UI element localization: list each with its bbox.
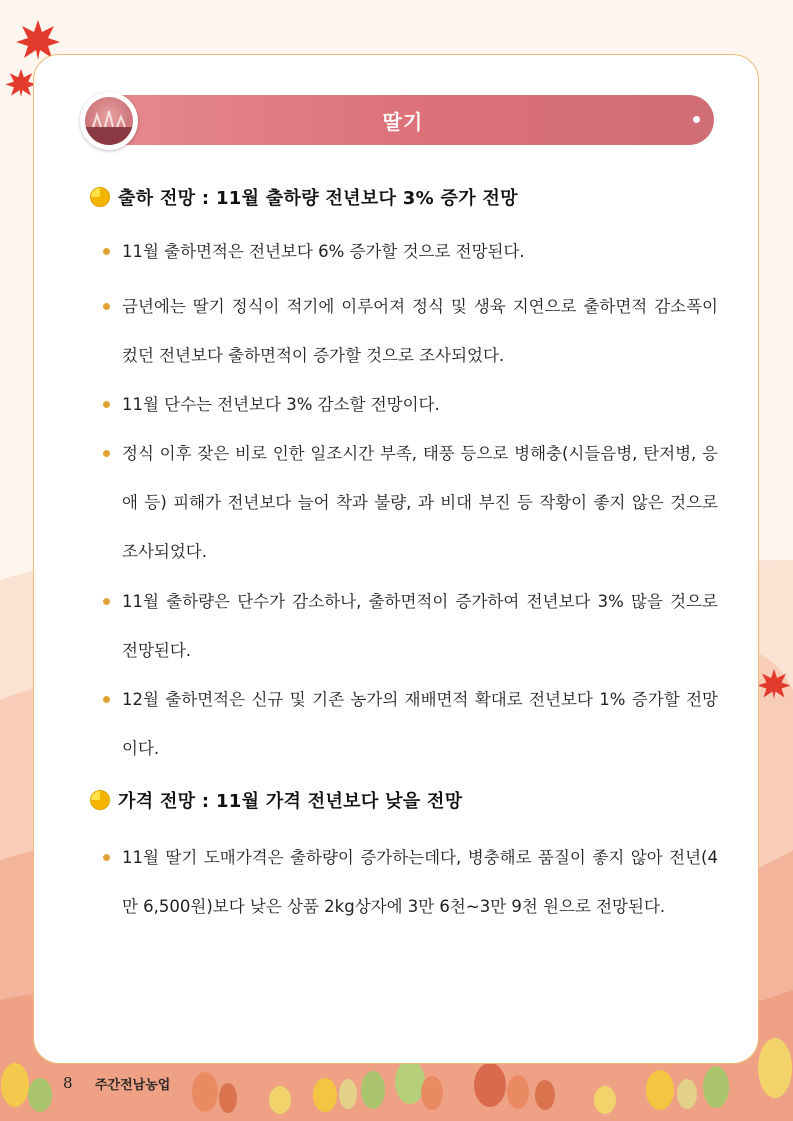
list-item	[103, 429, 718, 576]
page-number: 8	[63, 1074, 73, 1092]
publication-name: 주간전남농업	[95, 1078, 171, 1093]
maple-leaf-icon	[756, 666, 792, 702]
banner-badge-icon	[80, 92, 138, 150]
banner-dot-icon	[693, 116, 700, 123]
section-heading-shipment	[90, 184, 518, 210]
list-item-text: 11월 출하면적은 전년보다 6% 증가할 것으로 전망된다.	[122, 242, 525, 261]
page-title: 딸기	[382, 110, 424, 134]
bullet-dot-icon	[103, 303, 110, 310]
bullet-dot-icon	[103, 248, 110, 255]
section-heading-price	[90, 787, 462, 813]
list-item-text: 금년에는 딸기 정식이 적기에 이루어져 정식 및 생육 지연으로 출하면적 감소폭이 컸던 전년보다 출하면적이 증가할 것으로 조사되었다.	[122, 297, 718, 365]
bullet-dot-icon	[103, 598, 110, 605]
list-item-text: 정식 이후 잦은 비로 인한 일조시간 부족, 태풍 등으로 병해충(시들음병, 탄저병, 응애 등) 피해가 전년보다 늘어 착과 불량, 과 비대 부진 등 작황이 좋지 않은 것으로 조사되었다.	[122, 444, 718, 561]
bullet-dot-icon	[103, 696, 110, 703]
list-item-text: 12월 출하면적은 신규 및 기존 농가의 재배면적 확대로 전년보다 1% 증가할 전망이다.	[122, 690, 718, 758]
list-item-text: 11월 단수는 전년보다 3% 감소할 전망이다.	[122, 395, 440, 414]
bullet-dot-icon	[103, 854, 110, 861]
list-item	[103, 380, 718, 429]
list-item	[103, 227, 718, 276]
list-item	[103, 282, 718, 380]
list-item	[103, 577, 718, 675]
pie-chart-icon	[90, 187, 110, 207]
pie-chart-icon	[90, 790, 110, 810]
section-heading-text: 출하 전망 : 11월 출하량 전년보다 3% 증가 전망	[118, 188, 518, 209]
section-heading-text: 가격 전망 : 11월 가격 전년보다 낮을 전망	[118, 791, 463, 812]
title-banner	[92, 95, 714, 145]
list-item	[103, 675, 718, 773]
bullet-dot-icon	[103, 450, 110, 457]
list-item-text: 11월 딸기 도매가격은 출하량이 증가하는데다, 병충해로 품질이 좋지 않아 전년(4만 6,500원)보다 낮은 상품 2kg상자에 3만 6천~3만 9천 원으로 전망된다.	[122, 848, 718, 916]
list-item	[103, 833, 718, 931]
bullet-dot-icon	[103, 401, 110, 408]
list-item-text: 11월 출하량은 단수가 감소하나, 출하면적이 증가하여 전년보다 3% 많을 것으로 전망된다.	[122, 592, 718, 660]
